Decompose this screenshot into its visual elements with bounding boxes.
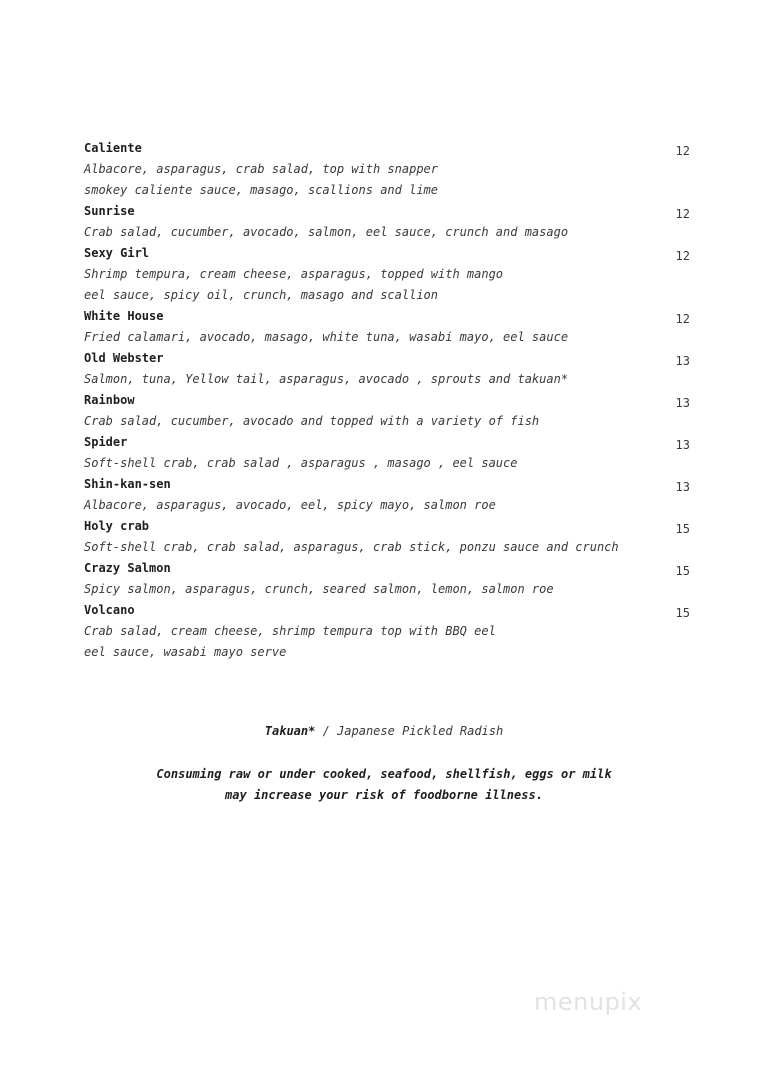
menu-item [84,201,694,243]
warning-line-2: may increase your risk of foodborne illness. [225,788,543,802]
menu-item [84,243,694,306]
item-name: Sexy Girl [84,246,150,260]
menu-item [84,306,694,348]
item-description: Crab salad, cucumber, avocado and topped with a variety of fish [84,414,540,428]
watermark-logo: menupix [534,988,643,1016]
item-name: Old Webster [84,351,164,365]
item-description: Spicy salmon, asparagus, crunch, seared salmon, lemon, salmon roe [84,582,554,596]
item-price: 12 [675,144,690,158]
item-name: Spider [84,435,128,449]
item-price: 12 [675,207,690,221]
item-name: Rainbow [84,393,135,407]
item-price: 12 [675,249,690,263]
item-description: Shrimp tempura, cream cheese, asparagus, topped with mango [84,267,504,281]
menu-item [84,600,694,663]
menu-item [84,558,694,600]
item-price: 13 [675,438,690,452]
item-price: 12 [675,312,690,326]
item-description: Soft-shell crab, crab salad , asparagus , masago , eel sauce [84,456,518,470]
footnote-meaning: Japanese Pickled Radish [337,724,504,738]
menu-item [84,516,694,558]
item-description: eel sauce, spicy oil, crunch, masago and scallion [84,288,439,302]
item-name: Crazy Salmon [84,561,171,575]
item-description: Soft-shell crab, crab salad, asparagus, crab stick, ponzu sauce and crunch [84,540,619,554]
item-description: Crab salad, cucumber, avocado, salmon, eel sauce, crunch and masago [84,225,569,239]
menu-item [84,390,694,432]
item-description: smokey caliente sauce, masago, scallions and lime [84,183,439,197]
menu-item [84,432,694,474]
footnote-term: Takuan* [264,724,316,738]
item-name: Sunrise [84,204,135,218]
item-price: 15 [675,606,690,620]
footnote-separator: / [315,724,338,738]
item-name: Caliente [84,141,142,155]
item-price: 13 [675,480,690,494]
item-description: Fried calamari, avocado, masago, white tuna, wasabi mayo, eel sauce [84,330,569,344]
item-description: Crab salad, cream cheese, shrimp tempura top with BBQ eel [84,624,496,638]
menu-item [84,348,694,390]
warning-line-1: Consuming raw or under cooked, seafood, shellfish, eggs or milk [156,767,612,781]
item-price: 13 [675,396,690,410]
footnote [0,722,768,740]
allergy-warning [0,764,768,806]
item-description: Albacore, asparagus, avocado, eel, spicy mayo, salmon roe [84,498,496,512]
item-description: Salmon, tuna, Yellow tail, asparagus, avocado , sprouts and takuan* [84,372,569,386]
menu-item [84,138,694,201]
item-name: Shin-kan-sen [84,477,171,491]
item-price: 15 [675,522,690,536]
item-description: Albacore, asparagus, crab salad, top with snapper [84,162,439,176]
item-name: Holy crab [84,519,150,533]
menu-list [84,138,694,663]
menu-item [84,474,694,516]
item-name: White House [84,309,164,323]
item-price: 13 [675,354,690,368]
item-description: eel sauce, wasabi mayo serve [84,645,287,659]
item-price: 15 [675,564,690,578]
item-name: Volcano [84,603,135,617]
